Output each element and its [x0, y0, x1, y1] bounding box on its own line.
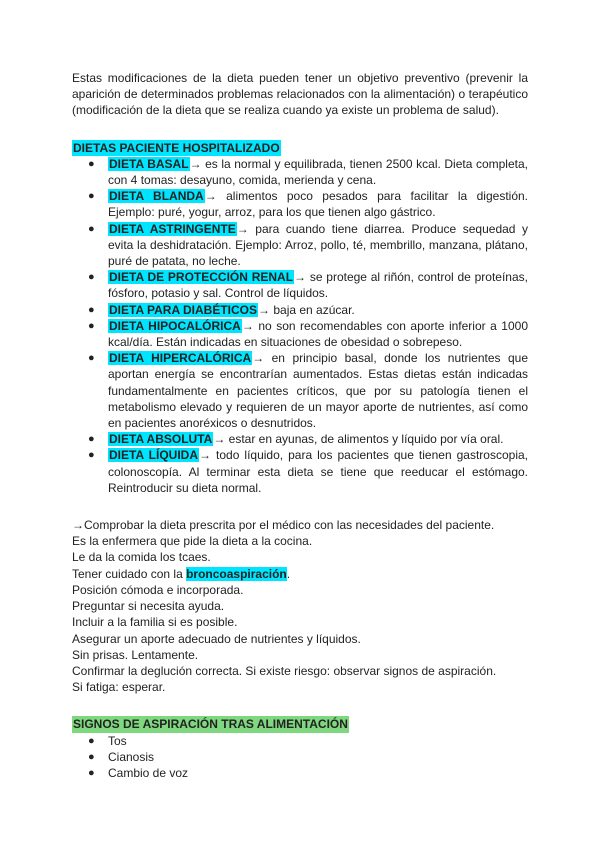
list-item — [88, 447, 528, 496]
note-line: Es la enfermera que pide la dieta a la cocina. — [72, 534, 313, 549]
note-line: Si fatiga: esperar. — [72, 680, 166, 695]
bullet-icon: ● — [88, 319, 95, 332]
section-title-aspiration-signs: SIGNOS DE ASPIRACIÓN TRAS ALIMENTACIÓN — [73, 717, 348, 732]
list-item — [88, 156, 528, 188]
arrow: → — [236, 221, 249, 236]
diet-term: DIETA PARA DIABÉTICOS — [109, 302, 258, 317]
diet-description: para cuando tiene diarrea. Produce sequedad y evita la deshidratación. Ejemplo: Arroz, pollo, té, membrillo, manzana, plátano, puré de patata, no leche. — [108, 221, 528, 269]
note-line: →Comprobar la dieta prescrita por el médico con las necesidades del paciente. — [72, 518, 495, 533]
diet-term: DIETA ASTRINGENTE — [109, 221, 236, 236]
list-item — [88, 188, 528, 220]
list-item — [88, 749, 528, 765]
note-line: Preguntar si necesita ayuda. — [72, 599, 225, 614]
list-item — [88, 431, 528, 447]
diet-description: baja en azúcar. — [270, 302, 355, 317]
section-title-hospital-diets: DIETAS PACIENTE HOSPITALIZADO — [73, 140, 280, 155]
list-item — [88, 269, 528, 301]
note-line: Incluir a la familia si es posible. — [72, 615, 238, 630]
list-item — [88, 733, 528, 749]
arrow: → — [189, 156, 202, 171]
arrow: → — [241, 318, 254, 333]
arrow: → — [204, 189, 217, 204]
arrow: → — [258, 302, 271, 317]
arrow: → — [252, 351, 265, 366]
diet-description: se protege al riñón, control de proteínas, fósforo, potasio y sal. Control de líquidos. — [108, 270, 528, 301]
diet-description: en principio basal, donde los nutrientes que aportan energía se encontrarían aumentados. Estas dietas están indicadas fundamentalmente en pacientes críticos, que por su patología tienen el metabolismo elevado y requieren de un mayor aporte de nutrientes, así como en pacientes anoréxicos o desnutridos. — [108, 351, 529, 431]
diet-term: DIETA DE PROTECCIÓN RENAL — [109, 270, 294, 285]
note-line — [72, 566, 528, 582]
bullet-icon: ● — [88, 303, 95, 316]
arrow: → — [213, 432, 226, 447]
diet-term: DIETA ABSOLUTA — [109, 432, 213, 447]
bullet-icon: ● — [88, 352, 95, 365]
arrow: → — [199, 448, 212, 463]
highlighted-term: broncoaspiración — [186, 566, 287, 581]
list-item — [88, 350, 529, 431]
intro-paragraph: Estas modificaciones de la dieta pueden tener un objetivo preventivo (prevenir la aparición de determinados problemas relacionados con la alimentación) o terapéutico (modificación de la dieta que se realiza cuando ya existe un problema de salud). — [72, 71, 528, 118]
diet-term: DIETA LÍQUIDA — [109, 448, 199, 463]
bullet-icon: ● — [88, 190, 95, 203]
bullet-icon: ● — [88, 750, 95, 763]
care-notes — [72, 517, 528, 695]
diet-term: DIETA HIPOCALÓRICA — [109, 318, 241, 333]
bullet-icon: ● — [88, 449, 95, 462]
diet-list — [72, 156, 528, 496]
diet-description: estar en ayunas, de alimentos y líquido por vía oral. — [225, 432, 504, 447]
diet-description: todo líquido, para los pacientes que tienen gastroscopia, colonoscopía. Al terminar esta dieta se tiene que reeducar el estómago. Reintroducir su dieta normal. — [108, 448, 528, 495]
note-line: Posición cómoda e incorporada. — [72, 582, 244, 597]
note-text: . — [286, 566, 291, 581]
note-line: Confirmar la deglución correcta. Si existe riesgo: observar signos de aspiración. — [72, 663, 497, 678]
document-page — [72, 70, 528, 781]
diet-term: DIETA HIPERCALÓRICA — [109, 351, 252, 366]
diet-description: no son recomendables con aporte inferior a 1000 kcal/día. Están indicadas en situaciones de obesidad o sobrepeso. — [108, 318, 529, 350]
diet-description: alimentos poco pesados para facilitar la digestión. Ejemplo: puré, yogur, arroz, para los que tienen algo gástrico. — [108, 189, 528, 220]
bullet-icon: ● — [88, 271, 95, 284]
bullet-icon: ● — [88, 433, 95, 446]
list-item — [88, 302, 528, 318]
sign-text: Cianosis — [108, 749, 155, 764]
bullet-icon: ● — [88, 157, 95, 170]
section-aspiration-signs — [72, 716, 528, 781]
sign-text: Tos — [108, 733, 127, 748]
note-line: Le da la comida los tcaes. — [72, 550, 211, 565]
bullet-icon: ● — [88, 222, 95, 235]
diet-description: es la normal y equilibrada, tienen 2500 kcal. Dieta completa, con 4 tomas: desayuno, comida, merienda y cena. — [108, 156, 528, 188]
list-item — [88, 221, 528, 270]
bullet-icon: ● — [88, 766, 95, 779]
list-item — [88, 765, 528, 781]
signs-list — [72, 733, 528, 782]
note-line: Asegurar un aporte adecuado de nutrientes y líquidos. — [72, 631, 361, 646]
arrow: → — [294, 270, 307, 285]
note-line: Sin prisas. Lentamente. — [72, 647, 199, 662]
sign-text: Cambio de voz — [108, 765, 189, 780]
diet-term: DIETA BLANDA — [109, 189, 204, 204]
bullet-icon: ● — [88, 734, 95, 747]
section-hospital-diets — [72, 140, 528, 496]
diet-term: DIETA BASAL — [109, 156, 189, 171]
list-item — [88, 318, 529, 350]
note-text: Tener cuidado con la — [72, 566, 187, 581]
